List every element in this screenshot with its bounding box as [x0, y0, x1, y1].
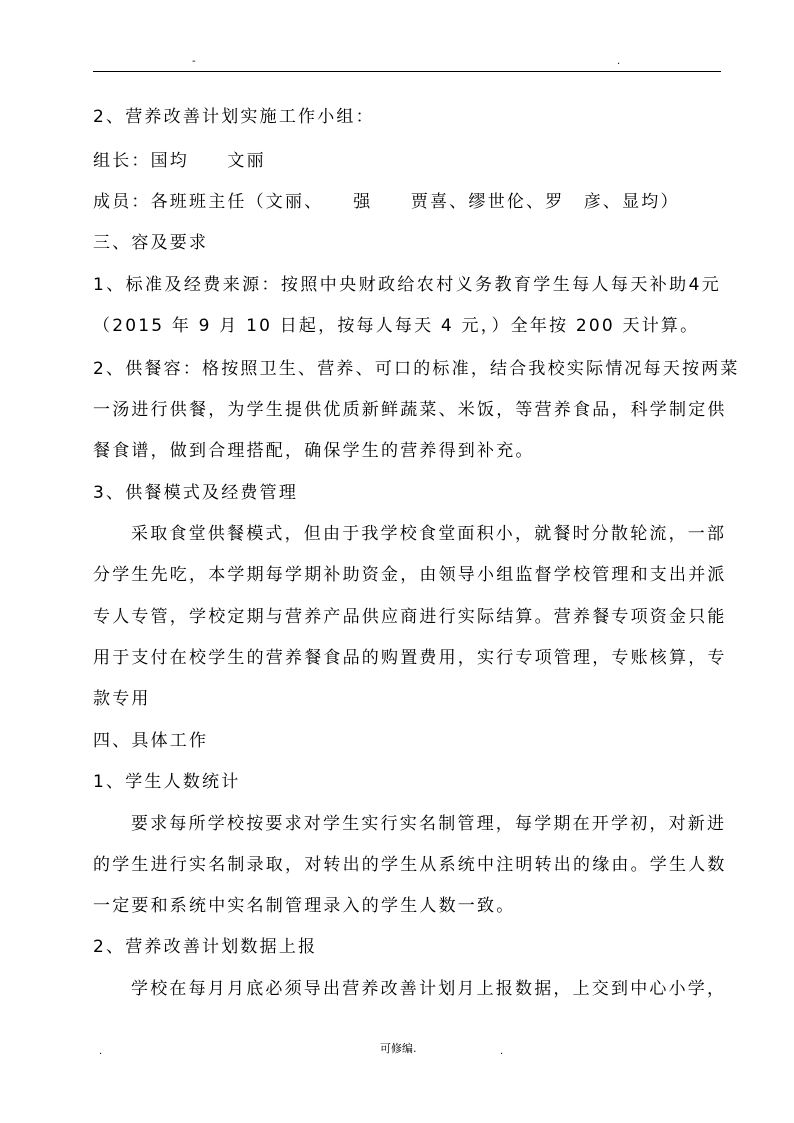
text-line: 的学生进行实名制录取，对转出的学生从系统中注明转出的缘由。学生人数: [93, 855, 727, 875]
text-line: 分学生先吃，本学期每学期补助资金，由领导小组监督学校管理和支出并派: [93, 565, 727, 585]
text-line: （2015 年 9 月 10 日起，按每人每天 4 元，）全年按 200 天计算。: [93, 316, 700, 336]
text-line: 采取食堂供餐模式，但由于我学校食堂面积小，就餐时分散轮流，一部: [131, 524, 727, 544]
text-line: 专人专管，学校定期与营养产品供应商进行实际结算。营养餐专项资金只能: [93, 607, 727, 627]
section-heading: 3、供餐模式及经费管理: [93, 483, 299, 503]
text-line: 要求每所学校按要求对学生实行实名制管理，每学期在开学初，对新进: [131, 814, 727, 834]
text-line: 一汤进行供餐，为学生提供优质新鲜蔬菜、米饭，等营养食品，科学制定供: [93, 400, 727, 420]
text-line: 2、供餐容：格按照卫生、营养、可口的标准，结合我校实际情况每天按两菜: [93, 359, 740, 379]
section-heading: 1、学生人数统计: [93, 772, 241, 792]
footer-text: 可修编.: [380, 1042, 417, 1055]
text-line: 款专用: [93, 689, 151, 709]
text-line: 成员：各班班主任（文丽、 强 贾喜、缪世伦、罗 彦、显均）: [93, 192, 680, 212]
text-line: 用于支付在校学生的营养餐食品的购置费用，实行专项管理，专账核算，专: [93, 648, 727, 668]
header-mark-right: .: [617, 56, 621, 67]
text-line: 学校在每月月底必须导出营养改善计划月上报数据，上交到中心小学，: [131, 979, 727, 999]
text-line: 餐食谱，做到合理搭配，确保学生的营养得到补充。: [93, 441, 535, 461]
section-heading: 2、营养改善计划实施工作小组：: [93, 107, 375, 127]
text-line: 组长：国均 文丽: [93, 151, 266, 171]
footer-mark-right: .: [500, 1046, 504, 1057]
header-mark-left: -: [192, 56, 196, 67]
section-heading: 三、容及要求: [93, 233, 209, 253]
text-line: 1、标准及经费来源：按照中央财政给农村义务教育学生每人每天补助4元: [93, 275, 721, 295]
header-rule: [93, 71, 721, 72]
text-line: 一定要和系统中实名制管理录入的学生人数一致。: [93, 896, 516, 916]
section-heading: 2、营养改善计划数据上报: [93, 937, 318, 957]
section-heading: 四、具体工作: [93, 731, 209, 751]
footer-mark-left: .: [99, 1046, 103, 1057]
